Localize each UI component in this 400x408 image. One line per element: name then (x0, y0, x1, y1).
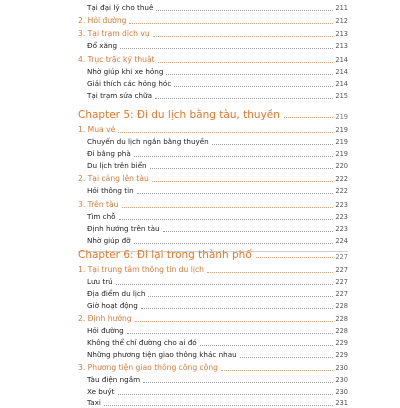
toc-page-number: 222 (335, 175, 348, 183)
toc-item (78, 287, 348, 299)
toc-item-label: Giải thích các hỏng hóc (87, 79, 172, 88)
toc-section-label: Trục trặc kỹ thuật (87, 55, 155, 64)
toc-item-label: Chuyến du lịch ngắn bằng thuyền (87, 137, 209, 146)
leader-dots (134, 155, 334, 157)
toc-section (78, 14, 348, 26)
toc-item-label: Taxi (87, 398, 101, 407)
toc-page-number: 227 (335, 266, 348, 274)
chapter-title: Chapter 5: Đi du lịch bằng tàu, thuyền (78, 109, 280, 121)
chapter-title: Chapter 6: Đi lại trong thành phố (78, 249, 252, 261)
toc-item (78, 147, 348, 159)
toc-page-number: 224 (335, 237, 348, 245)
toc-page-number: 212 (335, 17, 348, 25)
leader-dots (143, 381, 333, 383)
toc-page-number: 227 (335, 278, 348, 286)
toc-page-number: 211 (335, 4, 348, 12)
toc-item-label: Không thể chỉ đường cho ai đó (87, 338, 197, 347)
leader-dots (153, 35, 334, 37)
toc-item (78, 159, 348, 171)
toc-page-number: 219 (335, 126, 348, 134)
toc-page-number: 228 (335, 327, 348, 335)
toc-item-label: Đổ xăng (87, 41, 118, 50)
leader-dots (174, 85, 333, 87)
toc-page-number: 223 (335, 225, 348, 233)
toc-item (78, 77, 348, 89)
toc-item-label: Hỏi đường (87, 326, 124, 335)
leader-dots (137, 192, 334, 194)
leader-dots (240, 356, 334, 358)
toc-section-label: Mua vé (87, 125, 116, 134)
section-number: 3. (78, 363, 86, 372)
leader-dots (156, 9, 333, 11)
toc-item (78, 135, 348, 147)
toc-page-number: 214 (335, 68, 348, 76)
leader-dots (256, 256, 334, 258)
chapter-heading (78, 245, 348, 261)
toc-page-number: 223 (335, 201, 348, 209)
section-number: 4. (78, 55, 86, 64)
toc-item (78, 396, 348, 408)
toc-section-label: Tại cảng lên tàu (87, 174, 149, 183)
toc-item-label: Nhờ giúp đỡ (87, 236, 131, 245)
leader-dots (166, 73, 333, 75)
toc-section (78, 263, 348, 275)
leader-dots (152, 180, 334, 182)
toc-page-number: 213 (335, 30, 348, 38)
toc-page-number: 231 (335, 399, 348, 407)
toc-section (78, 361, 348, 373)
toc-page-number: 227 (335, 290, 348, 298)
toc-item (78, 299, 348, 311)
toc-page-number: 228 (335, 315, 348, 323)
toc-item (78, 324, 348, 336)
toc-page-number: 222 (335, 187, 348, 195)
toc-page-number: 220 (335, 162, 348, 170)
toc-section (78, 312, 348, 324)
leader-dots (212, 143, 334, 145)
leader-dots (150, 167, 334, 169)
toc-item-label: Lưu trú (87, 277, 113, 286)
toc-item-label: Tại trạm sửa chữa (87, 91, 152, 100)
leader-dots (221, 369, 333, 371)
toc-section-label: Phương tiện giao thông công cộng (87, 363, 219, 372)
toc-page-number: 214 (335, 56, 348, 64)
toc-item-label: Định hướng trên tàu (87, 224, 160, 233)
toc-item (78, 373, 348, 385)
toc-page-number: 230 (335, 364, 348, 372)
toc-item (78, 275, 348, 287)
toc-page-number: 228 (335, 302, 348, 310)
leader-dots (118, 131, 333, 133)
toc-section (78, 27, 348, 39)
toc-page-number: 229 (335, 351, 348, 359)
section-number: 1. (78, 125, 86, 134)
toc-page-number: 214 (335, 80, 348, 88)
leader-dots (129, 22, 333, 24)
toc-item (78, 348, 348, 360)
toc-page-number: 219 (335, 138, 348, 146)
leader-dots (122, 206, 334, 208)
toc-section-label: Hỏi đường (87, 16, 127, 25)
toc-section (78, 198, 348, 210)
leader-dots (104, 404, 334, 406)
toc-item (78, 184, 348, 196)
toc-page-number: 223 (335, 213, 348, 221)
leader-dots (134, 242, 334, 244)
toc-item (78, 222, 348, 234)
toc-item (78, 210, 348, 222)
toc-page-number: 230 (335, 388, 348, 396)
toc-section-label: Tại trạm dịch vụ (87, 29, 150, 38)
leader-dots (284, 116, 333, 118)
section-number: 1. (78, 265, 86, 274)
toc-section-label: Trên tàu (87, 200, 119, 209)
toc-page-number: 229 (335, 339, 348, 347)
leader-dots (158, 61, 334, 63)
toc-page-number: 230 (335, 376, 348, 384)
leader-dots (116, 283, 334, 285)
toc-item-label: Địa điểm du lịch (87, 289, 146, 298)
toc-page-number: 215 (335, 92, 348, 100)
toc-section (78, 123, 348, 135)
toc-page-number: 219 (335, 150, 348, 158)
toc-item-label: Xe buýt (87, 387, 115, 396)
section-number: 3. (78, 29, 86, 38)
leader-dots (135, 320, 334, 322)
toc-item-label: Tìm chỗ (87, 212, 116, 221)
toc-page-number: 219 (335, 113, 348, 121)
leader-dots (119, 218, 334, 220)
toc-item (78, 39, 348, 51)
leader-dots (127, 332, 334, 334)
toc-page-number: 213 (335, 42, 348, 50)
section-number: 2. (78, 174, 86, 183)
toc-section-label: Tại trung tâm thông tin du lịch (87, 265, 204, 274)
section-number: 3. (78, 200, 86, 209)
toc-item (78, 1, 348, 13)
toc-item-label: Du lịch trên biển (87, 161, 147, 170)
toc-item-label: Đi bằng phà (87, 149, 131, 158)
toc-item (78, 65, 348, 77)
leader-dots (118, 393, 334, 395)
leader-dots (207, 271, 333, 273)
toc-section (78, 172, 348, 184)
toc-item (78, 336, 348, 348)
section-number: 2. (78, 16, 86, 25)
section-number: 2. (78, 314, 86, 323)
leader-dots (120, 47, 333, 49)
toc-item-label: Hỏi thông tin (87, 186, 134, 195)
toc-section-label: Định hướng (87, 314, 132, 323)
toc-item-label: Những phương tiện giao thông khác nhau (87, 350, 237, 359)
toc-section (78, 53, 348, 65)
toc-page-number: 227 (335, 253, 348, 261)
leader-dots (155, 97, 333, 99)
toc-item (78, 89, 348, 101)
leader-dots (163, 230, 334, 232)
leader-dots (200, 344, 334, 346)
toc-item-label: Tại đại lý cho thuê (87, 3, 154, 12)
toc-item-label: Nhờ giúp khi xe hỏng (87, 67, 164, 76)
toc-item-label: Giờ hoạt động (87, 301, 138, 310)
toc-item-label: Tàu điện ngầm (87, 375, 141, 384)
leader-dots (148, 295, 333, 297)
leader-dots (141, 307, 334, 309)
chapter-heading (78, 105, 348, 121)
